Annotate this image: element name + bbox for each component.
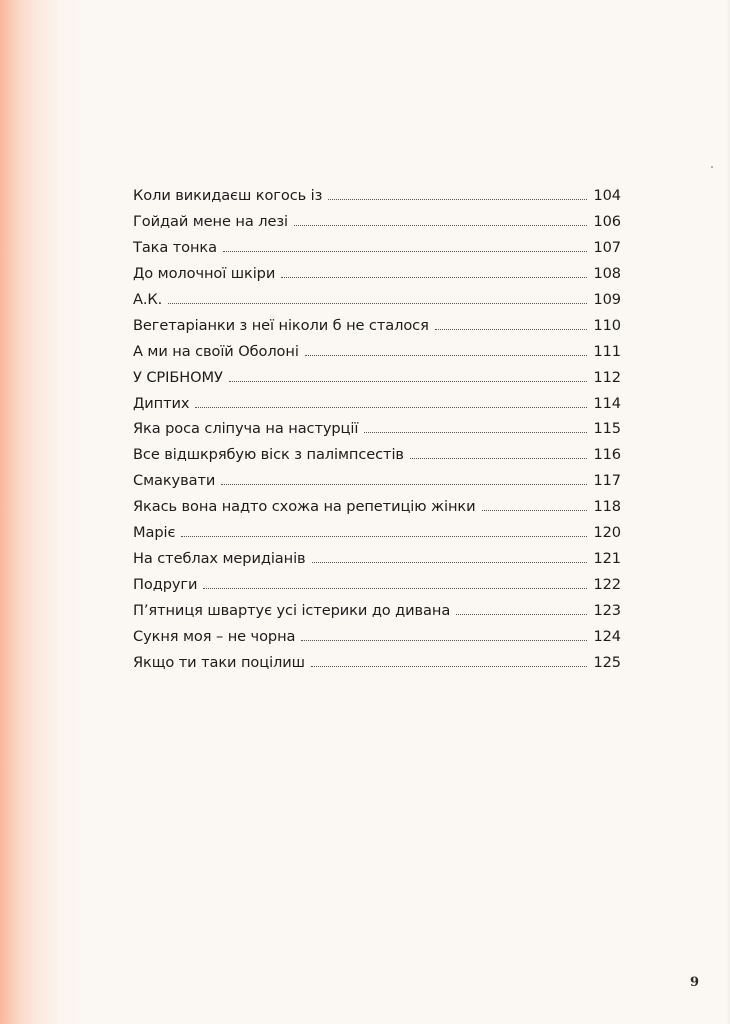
toc-entry-title: Якась вона надто схожа на репетицію жінки xyxy=(133,498,476,516)
toc-entry xyxy=(133,211,621,237)
toc-entry-page: 111 xyxy=(593,342,621,360)
toc-entry-title: Смакувати xyxy=(133,472,216,490)
toc-entry xyxy=(133,496,621,522)
toc-entry-title: До молочної шкіри xyxy=(133,264,276,282)
toc-entry-title: Сукня моя – не чорна xyxy=(133,627,296,645)
toc-dot-leader xyxy=(223,237,587,252)
toc-entry xyxy=(133,367,621,393)
toc-dot-leader xyxy=(311,652,588,667)
toc-entry-title: У СРІБНОМУ xyxy=(133,368,223,386)
toc-dot-leader xyxy=(181,522,587,537)
toc-entry-page: 117 xyxy=(593,472,621,490)
toc-dot-leader xyxy=(195,393,587,408)
toc-entry-page: 115 xyxy=(593,420,621,438)
toc-dot-leader xyxy=(281,263,587,278)
toc-entry-title: Гойдай мене на лезі xyxy=(133,212,288,230)
toc-entry xyxy=(133,237,621,263)
toc-entry-page: 125 xyxy=(593,653,621,671)
toc-dot-leader xyxy=(312,548,588,563)
toc-entry-page: 110 xyxy=(593,316,621,334)
toc-entry xyxy=(133,289,621,315)
toc-entry xyxy=(133,393,621,419)
toc-entry xyxy=(133,626,621,652)
toc-dot-leader xyxy=(410,444,588,459)
toc-entry xyxy=(133,444,621,470)
toc-entry-title: Диптих xyxy=(133,394,190,412)
toc-entry xyxy=(133,574,621,600)
toc-entry-title: А ми на своїй Оболоні xyxy=(133,342,299,360)
toc-entry-page: 109 xyxy=(593,290,621,308)
toc-entry-title: Якщо ти таки поцілиш xyxy=(133,653,305,671)
page-edge-shadow xyxy=(726,0,730,1024)
toc-entry xyxy=(133,548,621,574)
toc-dot-leader xyxy=(328,185,587,200)
toc-entry xyxy=(133,315,621,341)
toc-entry xyxy=(133,263,621,289)
toc-entry xyxy=(133,522,621,548)
toc-entry xyxy=(133,470,621,496)
toc-entry-title: Все відшкрябую віск з палімпсестів xyxy=(133,446,404,464)
toc-entry-page: 107 xyxy=(593,238,621,256)
toc-entry-page: 112 xyxy=(593,368,621,386)
toc-entry-page: 114 xyxy=(593,394,621,412)
toc-entry-title: Маріє xyxy=(133,524,176,542)
table-of-contents xyxy=(133,185,621,678)
toc-entry-title: Яка роса сліпуча на настурції xyxy=(133,420,359,438)
toc-entry-page: 108 xyxy=(593,264,621,282)
toc-dot-leader xyxy=(229,367,588,382)
toc-entry-title: На стеблах меридіанів xyxy=(133,550,306,568)
toc-entry-page: 116 xyxy=(593,446,621,464)
toc-dot-leader xyxy=(168,289,587,304)
toc-entry-title: Подруги xyxy=(133,576,198,594)
toc-entry-title: Вегетаріанки з неї ніколи б не сталося xyxy=(133,316,429,334)
page-number: 9 xyxy=(690,975,700,990)
toc-dot-leader xyxy=(301,626,587,641)
toc-entry-title: П’ятниця швартує усі істерики до дивана xyxy=(133,602,451,619)
toc-entry-page: 123 xyxy=(593,602,621,619)
toc-entry-page: 122 xyxy=(593,576,621,594)
toc-dot-leader xyxy=(456,600,587,615)
toc-entry xyxy=(133,600,621,626)
toc-entry-title: А.К. xyxy=(133,290,163,308)
toc-dot-leader xyxy=(203,574,587,589)
toc-entry xyxy=(133,341,621,367)
toc-entry-page: 121 xyxy=(593,550,621,568)
toc-entry-page: 120 xyxy=(593,524,621,542)
toc-entry-title: Така тонка xyxy=(133,238,217,256)
toc-entry-title: Коли викидаєш когось із xyxy=(133,187,323,204)
toc-entry xyxy=(133,418,621,444)
toc-entry-page: 124 xyxy=(593,627,621,645)
toc-entry-page: 118 xyxy=(593,498,621,516)
toc-dot-leader xyxy=(364,418,587,433)
toc-entry-page: 106 xyxy=(593,212,621,230)
toc-entry-page: 104 xyxy=(593,187,621,204)
toc-entry xyxy=(133,652,621,678)
toc-dot-leader xyxy=(221,470,587,485)
print-speck xyxy=(711,166,713,168)
toc-entry xyxy=(133,185,621,211)
toc-dot-leader xyxy=(305,341,588,356)
toc-dot-leader xyxy=(482,496,588,511)
toc-dot-leader xyxy=(294,211,587,226)
toc-dot-leader xyxy=(435,315,588,330)
